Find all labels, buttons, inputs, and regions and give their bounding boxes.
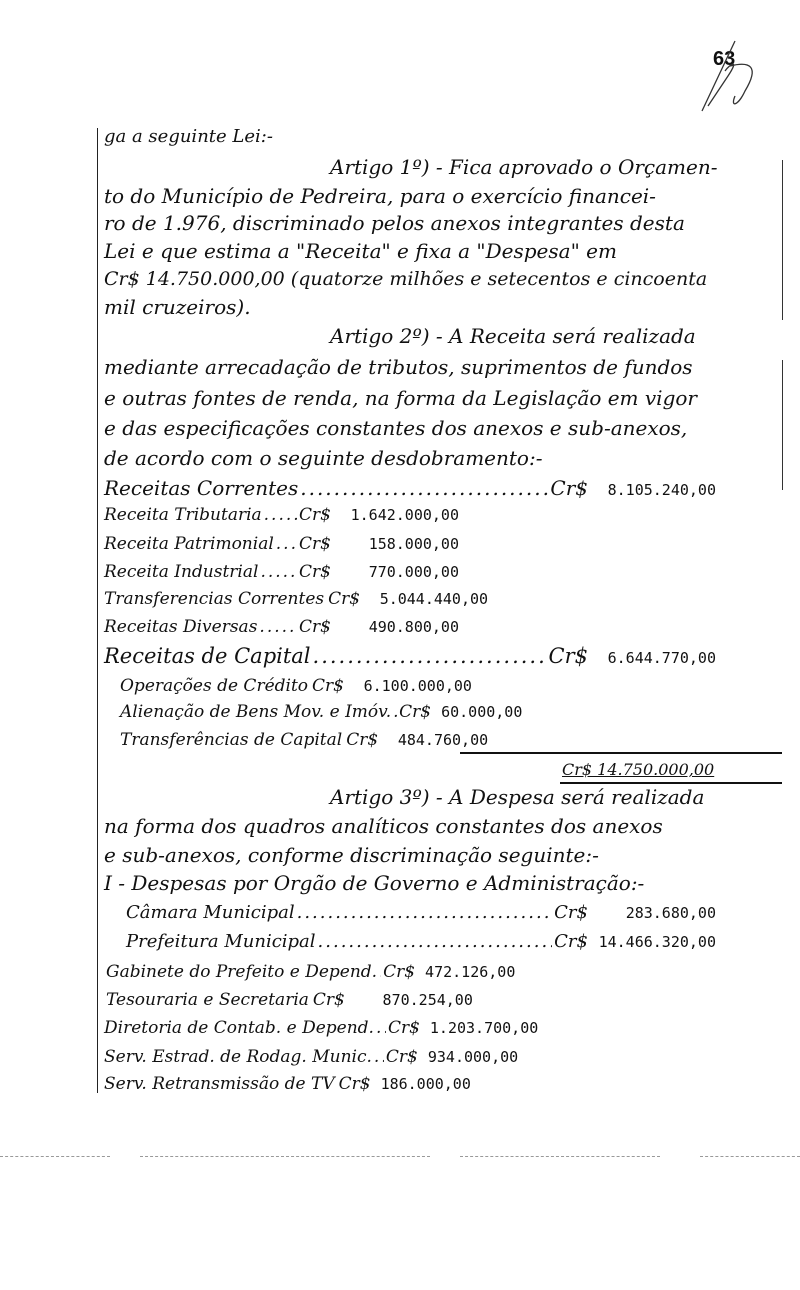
capital-item-row <box>120 674 472 698</box>
row-amount: 934.000,00 <box>427 1048 519 1066</box>
row-label: Câmara Municipal <box>126 902 295 923</box>
capital-item-row <box>120 728 489 752</box>
leader-dots <box>318 930 553 954</box>
leader-dots <box>393 700 397 724</box>
leader-dots <box>260 560 297 584</box>
row-amount: 1.642.000,00 <box>350 506 459 524</box>
row-label: Tesouraria e Secretaria <box>106 990 309 1010</box>
row-label: Serv. Estrad. de Rodag. Munic. <box>104 1047 372 1067</box>
currency: Cr$ <box>346 730 379 750</box>
revenue-total: Cr$ 14.750.000,00 <box>562 760 715 779</box>
row-label: Diretoria de Contab. e Depend. <box>104 1018 374 1038</box>
row-label: Operações de Crédito <box>120 676 309 696</box>
row-label: Transferências de Capital <box>120 730 343 750</box>
currency: Cr$ <box>338 1074 371 1094</box>
row-amount: 14.466.320,00 <box>598 933 716 951</box>
sum-line <box>460 752 782 754</box>
row-label: Receita Patrimonial <box>104 534 274 554</box>
currency: Cr$ <box>299 505 331 525</box>
article2-line: mediante arrecadação de tributos, suprimentos de fundos <box>104 355 693 379</box>
capital-item-row <box>120 700 523 724</box>
row-amount: 283.680,00 <box>625 904 716 922</box>
currency: Cr$ <box>328 589 361 609</box>
row-amount: 186.000,00 <box>380 1075 471 1093</box>
row-amount: 770.000,00 <box>368 563 459 581</box>
currency: Cr$ <box>550 476 588 500</box>
article2-line: e das especificações constantes dos anexos e sub-anexos, <box>104 416 688 440</box>
article1-heading: Artigo 1º) - Fica aprovado o Orçamen- <box>330 155 718 179</box>
revenue-item-row <box>104 532 459 556</box>
left-margin-line <box>97 128 98 1093</box>
article2-line: de acordo com o seguinte desdobramento:- <box>104 446 543 470</box>
row-amount: 490.800,00 <box>368 618 459 636</box>
expense-top-row <box>126 930 716 954</box>
right-margin-line <box>782 160 783 320</box>
row-label: Receita Industrial <box>104 562 259 582</box>
expense-item-row <box>106 960 516 984</box>
leader-dots <box>313 644 547 668</box>
currency: Cr$ <box>548 644 588 668</box>
currency: Cr$ <box>399 702 432 722</box>
revenue-correntes-row <box>104 476 716 502</box>
revenue-item-row <box>104 560 459 584</box>
row-amount: 472.126,00 <box>425 963 516 981</box>
revenue-item-row <box>104 615 459 639</box>
currency: Cr$ <box>299 562 331 582</box>
scan-artifact-line <box>700 1156 800 1158</box>
row-amount: 5.044.440,00 <box>379 590 489 608</box>
expense-item-row <box>104 1045 519 1069</box>
expense-item-row <box>104 1072 471 1096</box>
scan-artifact-line <box>0 1156 110 1158</box>
row-label: Receita Tributaria <box>104 505 262 525</box>
row-amount: 60.000,00 <box>441 703 523 721</box>
expense-item-row <box>104 1016 539 1040</box>
article1-line: Lei e que estima a "Receita" e fixa a "Despesa" em <box>104 239 617 263</box>
currency: Cr$ <box>312 990 345 1010</box>
row-amount: 8.105.240,00 <box>607 481 716 499</box>
row-label: Prefeitura Municipal <box>126 931 316 952</box>
leader-dots <box>297 901 553 925</box>
article1-line: ro de 1.976, discriminado pelos anexos integrantes desta <box>104 211 685 235</box>
leader-dots <box>300 476 548 500</box>
currency: Cr$ <box>299 534 331 554</box>
revenue-item-row <box>104 587 489 611</box>
article3-line: I - Despesas por Orgão de Governo e Administração:- <box>104 871 645 895</box>
scan-artifact-line <box>460 1156 660 1158</box>
leader-dots <box>379 960 381 984</box>
initials-signature <box>700 36 770 116</box>
row-label: Receitas de Capital <box>104 644 311 668</box>
article1-line: to do Município de Pedreira, para o exercício financei- <box>104 184 656 208</box>
currency: Cr$ <box>554 931 588 952</box>
currency: Cr$ <box>312 676 344 696</box>
article3-line: e sub-anexos, conforme discriminação seguinte:- <box>104 843 599 867</box>
row-label: Transferencias Correntes <box>104 589 325 609</box>
leader-dots <box>376 1016 386 1040</box>
row-amount: 158.000,00 <box>368 535 459 553</box>
article1-line: mil cruzeiros). <box>104 295 251 319</box>
intro-line: ga a seguinte Lei:- <box>104 126 273 147</box>
article2-line: e outras fontes de renda, na forma da Legislação em vigor <box>104 386 697 410</box>
row-label: Receitas Diversas <box>104 617 258 637</box>
expense-top-row <box>126 901 716 925</box>
currency: Cr$ <box>299 617 331 637</box>
page-number: 63 <box>713 48 736 70</box>
row-amount: 1.203.700,00 <box>429 1019 539 1037</box>
article1-line: Cr$ 14.750.000,00 (quatorze milhões e setecentos e cincoenta <box>104 268 708 290</box>
right-margin-line <box>782 360 783 490</box>
revenue-capital-row <box>104 644 716 670</box>
currency: Cr$ <box>383 962 416 982</box>
leader-dots <box>374 1045 384 1069</box>
row-amount: 6.644.770,00 <box>607 649 716 667</box>
scan-artifact-line <box>140 1156 430 1158</box>
leader-dots <box>264 503 297 527</box>
revenue-item-row <box>104 503 459 527</box>
article3-heading: Artigo 3º) - A Despesa será realizada <box>330 785 705 809</box>
expense-item-row <box>106 988 473 1012</box>
row-amount: 484.760,00 <box>397 731 489 749</box>
row-label: Alienação de Bens Mov. e Imóv. <box>120 702 392 722</box>
leader-dots <box>259 615 297 639</box>
total-underline <box>560 782 782 784</box>
row-amount: 6.100.000,00 <box>363 677 472 695</box>
article2-heading: Artigo 2º) - A Receita será realizada <box>330 324 696 348</box>
row-label: Gabinete do Prefeito e Depend. <box>106 962 378 982</box>
currency: Cr$ <box>385 1047 418 1067</box>
leader-dots <box>276 532 297 556</box>
currency: Cr$ <box>387 1018 420 1038</box>
article3-line: na forma dos quadros analíticos constantes dos anexos <box>104 814 663 838</box>
row-label: Receitas Correntes <box>104 476 299 500</box>
currency: Cr$ <box>554 902 588 923</box>
row-label: Serv. Retransmissão de TV <box>104 1074 335 1094</box>
row-amount: 870.254,00 <box>382 991 473 1009</box>
